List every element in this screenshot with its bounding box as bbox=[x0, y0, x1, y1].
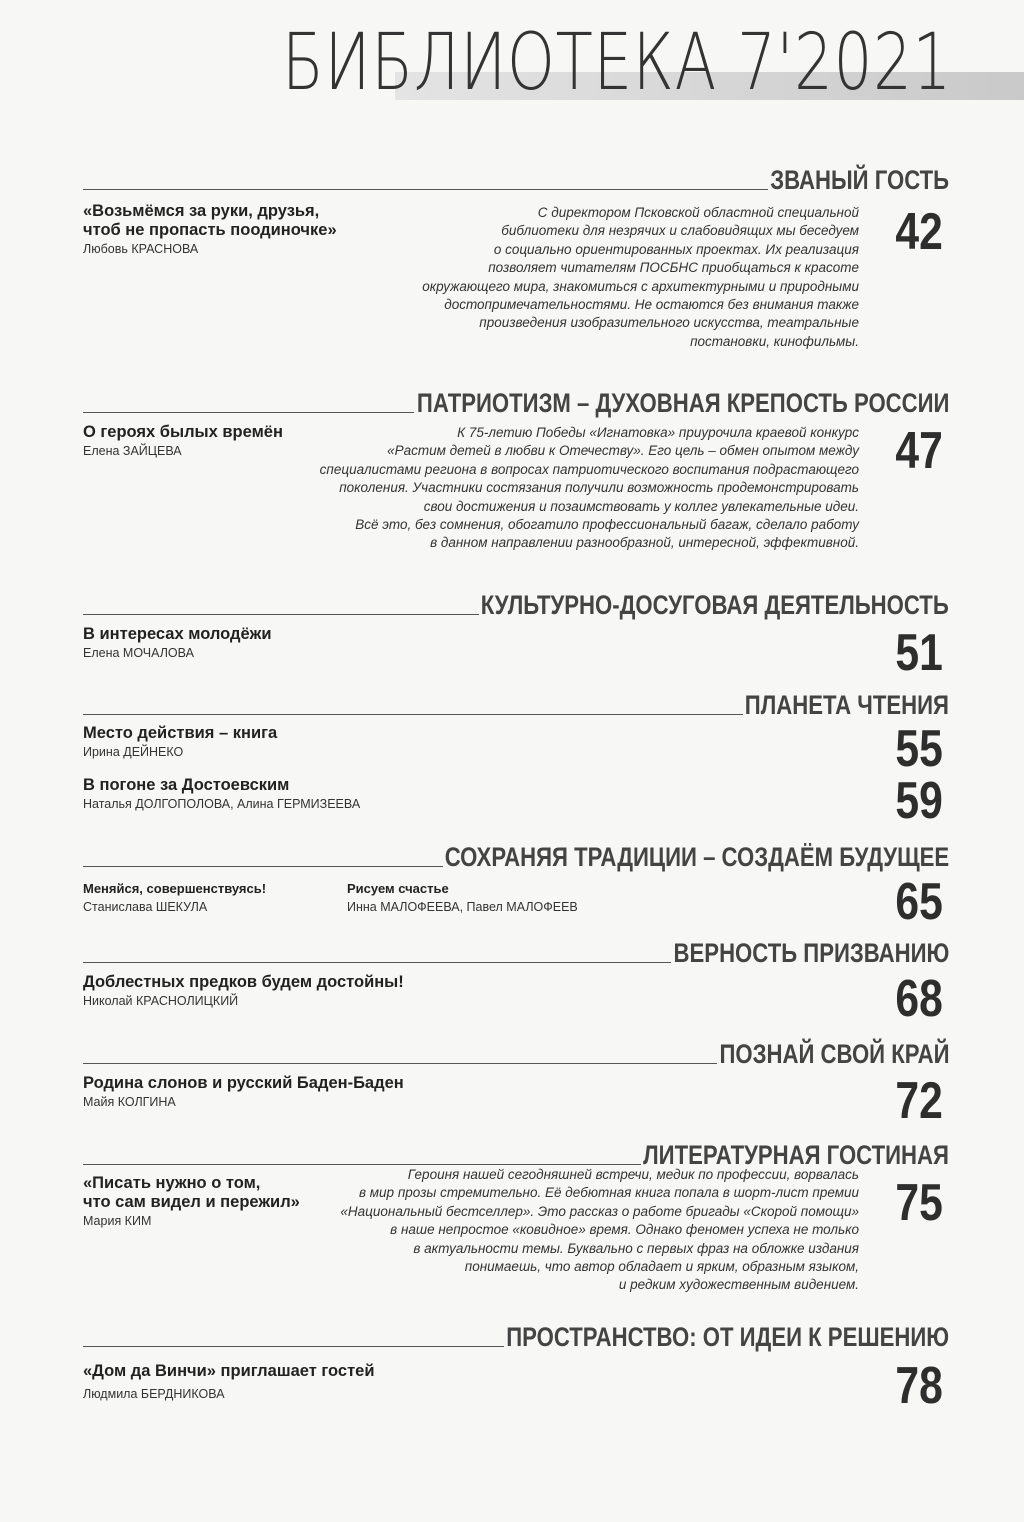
magazine-title: БИБЛИОТЕКА 7'2021 bbox=[281, 18, 952, 108]
divider bbox=[83, 1063, 717, 1064]
article-author: Людмила БЕРДНИКОВА bbox=[83, 1387, 225, 1401]
article-entry[interactable] bbox=[83, 1074, 404, 1111]
article-entry[interactable] bbox=[83, 202, 337, 258]
article-author: Инна МАЛОФЕЕВА, Павел МАЛОФЕЕВ bbox=[347, 900, 578, 914]
section-heading: ЛИТЕРАТУРНАЯ ГОСТИНАЯ bbox=[643, 1140, 949, 1170]
article-author: Николай КРАСНОЛИЦКИЙ bbox=[83, 994, 239, 1008]
page-number: 55 bbox=[895, 720, 943, 778]
article-title: В интересах молодёжи bbox=[83, 625, 272, 643]
section-heading: ПРОСТРАНСТВО: ОТ ИДЕИ К РЕШЕНИЮ bbox=[506, 1322, 949, 1352]
article-title: что сам видел и пережил» bbox=[83, 1193, 300, 1211]
article-title: «Дом да Винчи» приглашает гостей bbox=[83, 1362, 375, 1380]
article-entry[interactable] bbox=[83, 724, 277, 761]
section-poznay-svoy-kray bbox=[83, 1039, 949, 1130]
article-entry[interactable] bbox=[83, 973, 404, 1010]
article-description: К 75-летию Победы «Игнатовка» приурочила краевой конкурс «Растим детей в любви к Отечеству». Его цель – обмен опытом между специалистами региона в вопросах патриотического воспитания подрастающего поколения. Участники состязания получили возможность продемонстрировать свои достижения и позаимствовать у коллег увлекательные идеи. Всё это, без сомнения, обогатило профессиональный багаж, сделало работу в данном направлении разнообразной, интересной, эффективной. bbox=[319, 425, 859, 551]
section-heading: ПАТРИОТИЗМ – ДУХОВНАЯ КРЕПОСТЬ РОССИИ bbox=[416, 388, 949, 418]
section-heading: ЗВАНЫЙ ГОСТЬ bbox=[770, 165, 949, 195]
divider bbox=[83, 866, 443, 867]
page-number: 59 bbox=[895, 772, 943, 830]
page-number: 42 bbox=[895, 203, 943, 261]
divider bbox=[83, 412, 414, 413]
article-title: Место действия – книга bbox=[83, 724, 278, 742]
article-title: В погоне за Достоевским bbox=[83, 776, 290, 794]
article-entry[interactable] bbox=[83, 423, 283, 460]
article-entry[interactable] bbox=[83, 1174, 300, 1230]
article-description: С директором Псковской областной специальной библиотеки для незрячих и слабовидящих мы беседуем о социально ориентированных проектах. Их реализация позволяет читателям ПОСБНС приобщаться к красоте окружающего мира, знакомиться с архитектурными и природными достопримечательностями. Не остаются без внимания также произведения изобразительного искусства, театральные постановки, кинофильмы. bbox=[422, 205, 859, 349]
divider bbox=[83, 1346, 504, 1347]
section-zvany-gost bbox=[83, 165, 949, 349]
page-number: 68 bbox=[895, 970, 943, 1028]
article-title: чтоб не пропасть поодиночке» bbox=[83, 221, 337, 239]
divider bbox=[83, 1164, 641, 1165]
article-entry[interactable] bbox=[83, 1362, 374, 1403]
article-title: Доблестных предков будем достойны! bbox=[83, 973, 404, 991]
divider bbox=[83, 962, 671, 963]
page-number: 47 bbox=[895, 422, 943, 480]
section-kulturno-dosugovaya bbox=[83, 590, 949, 682]
divider bbox=[83, 714, 743, 715]
article-title: «Писать нужно о том, bbox=[83, 1174, 261, 1192]
section-sokhranyaya-traditsii bbox=[83, 842, 949, 931]
divider bbox=[83, 614, 479, 615]
divider bbox=[83, 189, 768, 190]
section-prostranstvo bbox=[83, 1322, 949, 1415]
article-author: Любовь КРАСНОВА bbox=[83, 242, 199, 256]
article-title: Рисуем счастье bbox=[347, 881, 449, 896]
page-number: 72 bbox=[895, 1072, 943, 1130]
article-entry[interactable] bbox=[347, 879, 578, 916]
article-entry[interactable] bbox=[83, 625, 272, 662]
article-author: Мария КИМ bbox=[83, 1214, 152, 1228]
section-heading: СОХРАНЯЯ ТРАДИЦИИ – СОЗДАЁМ БУДУЩЕЕ bbox=[444, 842, 949, 872]
article-title: Родина слонов и русский Баден-Баден bbox=[83, 1074, 404, 1092]
article-title: «Возьмёмся за руки, друзья, bbox=[83, 202, 320, 220]
article-description: Героиня нашей сегодняшней встречи, медик по профессии, ворвалась в мир прозы стремительно. Её дебютная книга попала в шорт-лист премии «Национальный бестселлер». Это рассказ о работе бригады «Скорой помощи» в наше непростое «ковидное» время. Однако феномен успеха не только в актуальности темы. Буквально с первых фраз на обложке издания понимаешь, что автор обладает и ярким, образным языком, и редким художественным видением. bbox=[340, 1167, 859, 1293]
page-number: 75 bbox=[895, 1174, 943, 1232]
article-title: Меняйся, совершенствуясь! bbox=[83, 881, 267, 896]
section-vernost-prizvaniyu bbox=[83, 938, 949, 1028]
section-heading: ПОЗНАЙ СВОЙ КРАЙ bbox=[719, 1039, 949, 1069]
article-author: Елена МОЧАЛОВА bbox=[83, 646, 194, 660]
section-heading: ПЛАНЕТА ЧТЕНИЯ bbox=[744, 690, 949, 720]
section-literaturnaya-gostinaya bbox=[83, 1140, 949, 1293]
article-title: О героях былых времён bbox=[83, 423, 283, 441]
page-number: 65 bbox=[895, 873, 943, 931]
page-number: 51 bbox=[895, 624, 943, 682]
article-author: Наталья ДОЛГОПОЛОВА, Алина ГЕРМИЗЕЕВА bbox=[83, 797, 361, 811]
section-heading: КУЛЬТУРНО-ДОСУГОВАЯ ДЕЯТЕЛЬНОСТЬ bbox=[480, 590, 949, 620]
article-author: Майя КОЛГИНА bbox=[83, 1095, 176, 1109]
section-patriotizm bbox=[83, 388, 949, 551]
section-planeta-chteniya bbox=[83, 690, 949, 830]
article-entry[interactable] bbox=[83, 879, 266, 916]
article-author: Елена ЗАЙЦЕВА bbox=[83, 444, 182, 458]
article-entry[interactable] bbox=[83, 776, 360, 813]
article-author: Станислава ШЕКУЛА bbox=[83, 900, 208, 914]
article-author: Ирина ДЕЙНЕКО bbox=[83, 745, 184, 759]
page-number: 78 bbox=[895, 1357, 943, 1415]
section-heading: ВЕРНОСТЬ ПРИЗВАНИЮ bbox=[673, 938, 949, 968]
